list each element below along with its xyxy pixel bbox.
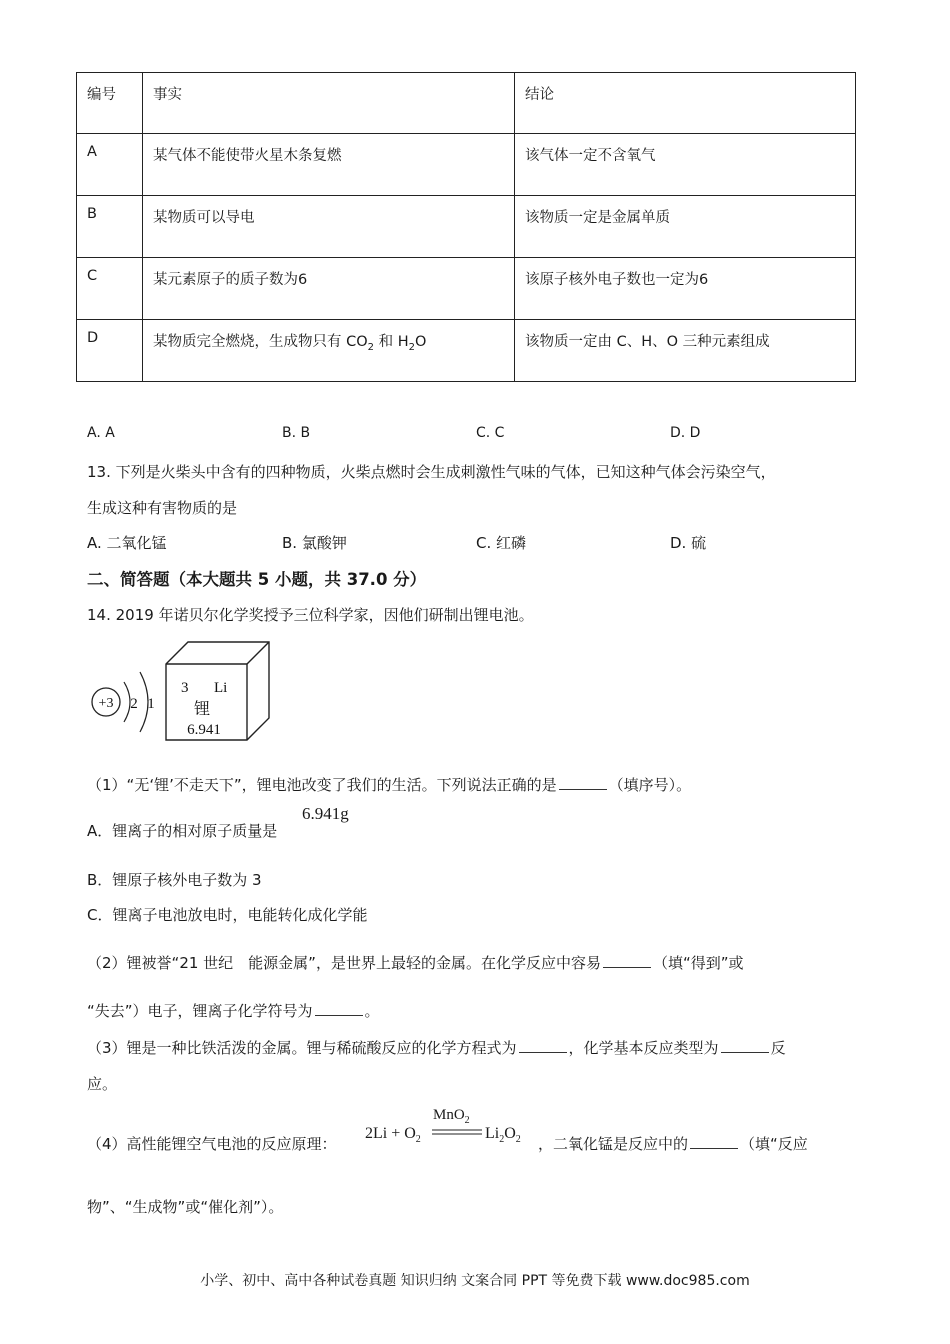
element-name: 锂 (193, 699, 211, 718)
part2-text: 。 (364, 1002, 380, 1020)
row-conclusion: 该物质一定由 C、H、O 三种元素组成 (515, 320, 856, 382)
row-conclusion: 该原子核外电子数也一定为6 (515, 258, 856, 320)
row-id: C (77, 258, 143, 320)
shell-arc-1 (124, 682, 130, 722)
q14-part3-line2: 应。 (87, 1075, 118, 1093)
q14-part2-line1 (87, 952, 744, 973)
option-c: C. C (476, 425, 505, 441)
equation-text: Li (485, 1125, 500, 1142)
row-id: D (77, 320, 143, 382)
cube-edge (247, 642, 269, 664)
q14-part2-line2 (87, 1000, 380, 1021)
lithium-atom-diagram (84, 636, 274, 748)
table-header-row (77, 73, 856, 134)
part2-text: （2）锂被誉“21 世纪 能源金属”，是世界上最轻的金属。在化学反应中容易 (87, 954, 601, 972)
subscript: 2 (499, 1134, 505, 1146)
equation-catalyst (433, 1107, 470, 1126)
subscript: 2 (408, 341, 416, 353)
q13-option-b: B. 氯酸钾 (282, 534, 347, 552)
fact-text: 某物质完全燃烧，生成物只有 CO (153, 334, 368, 350)
part2-text: “失去”）电子，锂离子化学符号为 (87, 1002, 313, 1020)
part1-text: （1）“无‘锂’不走天下”，锂电池改变了我们的生活。下列说法正确的是 (87, 776, 557, 794)
q14-option-a (87, 820, 277, 841)
equation-text: 2Li + O (365, 1125, 416, 1142)
facts-table (76, 72, 856, 382)
option-d: D. D (670, 425, 701, 441)
row-conclusion: 该物质一定是金属单质 (515, 196, 856, 258)
equation-right (485, 1125, 521, 1145)
q14-part4-line2: 物”、“生成物”或“催化剂”）。 (87, 1198, 284, 1216)
page-footer: 小学、初中、高中各种试卷真题 知识归纳 文案合同 PPT 等免费下载 www.doc985.com (200, 1273, 750, 1289)
option-a-value: 6.941g (302, 804, 349, 823)
q13-option-d: D. 硫 (670, 534, 707, 552)
subscript: 2 (415, 1134, 421, 1146)
q14-part4-label: （4）高性能锂空气电池的反应原理： (87, 1135, 337, 1153)
shell1-electrons: 2 (130, 696, 138, 712)
row-fact (143, 320, 515, 382)
q13-line2: 生成这种有害物质的是 (87, 499, 238, 517)
row-fact: 某气体不能使带火星木条复燃 (143, 134, 515, 196)
subscript: 2 (367, 341, 375, 353)
answer-blank[interactable] (559, 777, 607, 790)
part3-text: （3）锂是一种比铁活泼的金属。锂与稀硫酸反应的化学方程式为 (87, 1039, 517, 1057)
table-row (77, 258, 856, 320)
part4-text: ，二氧化锰是反应中的 (538, 1135, 689, 1153)
q13-line1: 13. 下列是火柴头中含有的四种物质，火柴点燃时会生成刺激性气味的气体，已知这种气体会污染空气， (87, 463, 776, 481)
q14-option-c: C．锂离子电池放电时，电能转化成化学能 (87, 906, 368, 924)
header-fact: 事实 (143, 73, 515, 134)
row-id: A (77, 134, 143, 196)
atomic-number: 3 (181, 680, 189, 696)
element-symbol: Li (214, 680, 228, 696)
row-id: B (77, 196, 143, 258)
option-b: B. B (282, 425, 311, 441)
catalyst-text: MnO (433, 1107, 465, 1123)
table-row (77, 134, 856, 196)
answer-blank[interactable] (690, 1136, 738, 1149)
nucleus-charge: +3 (98, 696, 114, 711)
shell2-electrons: 1 (147, 696, 155, 712)
answer-blank[interactable] (603, 955, 651, 968)
q14-part4-rest (538, 1133, 808, 1154)
part4-text: （填“反应 (740, 1135, 808, 1153)
atomic-mass: 6.941 (187, 722, 221, 738)
q14-part1 (87, 774, 691, 795)
header-conclusion: 结论 (515, 73, 856, 134)
subscript: 2 (515, 1134, 521, 1146)
q14-option-b: B．锂原子核外电子数为 3 (87, 871, 262, 889)
answer-blank[interactable] (519, 1040, 567, 1053)
q13-option-a: A. 二氧化锰 (87, 534, 167, 552)
part1-text: （填序号）。 (608, 776, 692, 794)
table-row (77, 320, 856, 382)
fact-text: O (415, 334, 427, 350)
table-row (77, 196, 856, 258)
answer-blank[interactable] (315, 1003, 363, 1016)
section-heading: 二、简答题（本大题共 5 小题，共 37.0 分） (87, 570, 427, 589)
fact-text: 和 H (374, 334, 409, 350)
option-a: A. A (87, 425, 115, 441)
part2-text: （填“得到”或 (652, 954, 744, 972)
row-conclusion: 该气体一定不含氧气 (515, 134, 856, 196)
q14-intro: 14. 2019 年诺贝尔化学奖授予三位科学家，因他们研制出锂电池。 (87, 606, 534, 624)
equals-sign (432, 1128, 484, 1136)
equation-left (365, 1125, 421, 1145)
answer-blank[interactable] (721, 1040, 769, 1053)
part3-text: 反 (770, 1039, 786, 1057)
part3-text: ，化学基本反应类型为 (568, 1039, 719, 1057)
subscript: 2 (464, 1115, 470, 1126)
equation-text: O (504, 1125, 516, 1142)
q13-option-c: C. 红磷 (476, 534, 527, 552)
q14-part3-line1 (87, 1037, 786, 1058)
option-a-text: A．锂离子的相对原子质量是 (87, 822, 278, 840)
row-fact: 某元素原子的质子数为6 (143, 258, 515, 320)
header-id: 编号 (77, 73, 143, 134)
row-fact: 某物质可以导电 (143, 196, 515, 258)
